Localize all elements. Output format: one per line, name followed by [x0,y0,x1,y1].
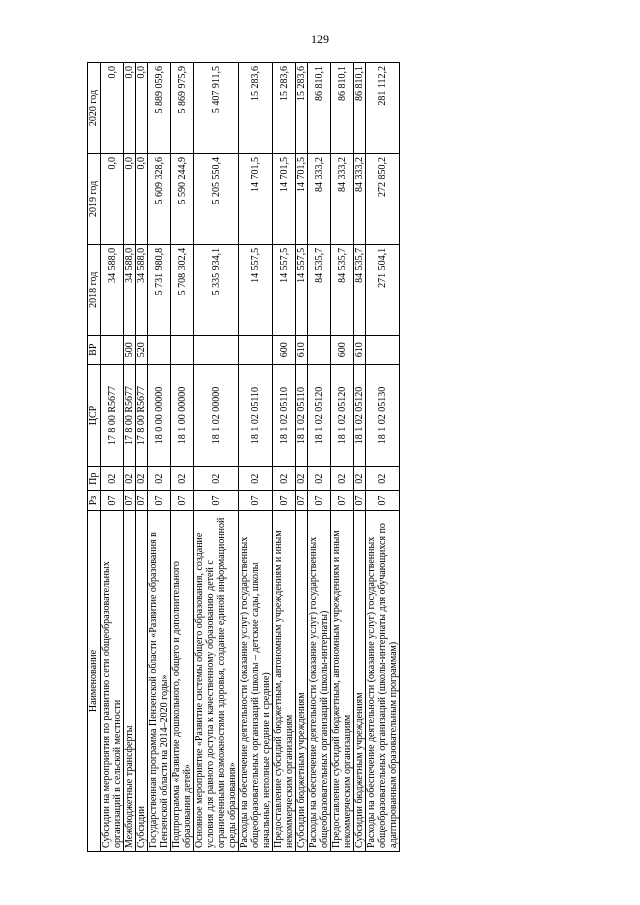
cell-2019: 84 333,2 [354,153,366,244]
table-row [136,63,148,852]
cell-2019: 272 850,2 [366,153,400,244]
cell-name: Расходы на обеспечение деятельности (оказание услуг) государственных общеобразовательных организаций (школы-интернаты) [308,510,331,851]
cell-name: Расходы на обеспечение деятельности (оказание услуг) государственных общеобразовательных организаций (школы – детские сады, школы начальные, неполные средние и средние) [239,510,273,851]
cell-2020: 5 869 975,9 [171,63,194,154]
cell-csr: 18 0 00 00000 [148,364,171,467]
cell-name: Субсидии на мероприятия по развитию сети общеобразовательных организаций в сельской местности [101,510,124,851]
cell-rz: 07 [124,491,136,511]
cell-csr: 18 1 02 05110 [273,364,296,467]
cell-csr: 17 8 00 R5677 [101,364,124,467]
cell-2020: 0,0 [124,63,136,154]
cell-rz: 07 [171,491,194,511]
cell-csr: 18 1 02 05130 [366,364,400,467]
cell-rz: 07 [296,491,308,511]
cell-name: Подпрограмма «Развитие дошкольного, общего и дополнительного образования детей» [171,510,194,851]
cell-pr: 02 [194,467,239,491]
cell-2018: 84 535,7 [331,244,354,335]
cell-2020: 15 283,6 [296,63,308,154]
cell-name: Основное мероприятие «Развитие системы общего образования, создание условия для равного доступа к качественному образованию детей с ограниченными возможностями здоровья, создание единой информационной среды образования» [194,510,239,851]
cell-vr [366,335,400,364]
cell-name: Субсидии [136,510,148,851]
header-2019: 2019 год [88,153,101,244]
cell-csr: 18 1 00 00000 [171,364,194,467]
cell-pr: 02 [331,467,354,491]
cell-2018: 14 557,5 [296,244,308,335]
cell-rz: 07 [354,491,366,511]
header-2018: 2018 год [88,244,101,335]
cell-pr: 02 [273,467,296,491]
cell-2019: 14 701,5 [296,153,308,244]
cell-pr: 02 [296,467,308,491]
table-row [148,63,171,852]
cell-2019: 0,0 [124,153,136,244]
cell-2018: 5 335 934,1 [194,244,239,335]
cell-name: Государственная программа Пензенской области «Развитие образования в Пензенской области на 2014–2020 годы» [148,510,171,851]
cell-2020: 0,0 [136,63,148,154]
cell-pr: 02 [101,467,124,491]
cell-2019: 5 205 550,4 [194,153,239,244]
table-row [124,63,136,852]
cell-2020: 86 810,1 [354,63,366,154]
cell-2019: 14 701,5 [239,153,273,244]
cell-2020: 5 407 911,5 [194,63,239,154]
cell-vr: 600 [273,335,296,364]
cell-csr: 18 1 02 05110 [296,364,308,467]
cell-2018: 14 557,5 [239,244,273,335]
cell-pr: 02 [239,467,273,491]
cell-vr: 500 [124,335,136,364]
cell-vr [171,335,194,364]
budget-table [87,62,400,852]
table-row [296,63,308,852]
cell-vr: 610 [354,335,366,364]
budget-table-rotated [87,62,527,852]
cell-name: Предоставление субсидий бюджетным, автономным учреждениям и иным некоммерческим организациям [331,510,354,851]
cell-2020: 15 283,6 [273,63,296,154]
header-2020: 2020 год [88,63,101,154]
cell-2020: 281 112,2 [366,63,400,154]
cell-2018: 34 588,0 [101,244,124,335]
cell-pr: 02 [308,467,331,491]
cell-2019: 5 590 244,9 [171,153,194,244]
table-row [354,63,366,852]
header-vr: ВР [88,335,101,364]
cell-vr [239,335,273,364]
table-row [171,63,194,852]
table-row [366,63,400,852]
cell-name: Межбюджетные трансферты [124,510,136,851]
cell-name: Расходы на обеспечение деятельности (оказание услуг) государственных общеобразовательных организаций (школы-интернаты для обучающихся по адаптированным образовательным программам) [366,510,400,851]
cell-rz: 07 [331,491,354,511]
cell-vr: 520 [136,335,148,364]
cell-rz: 07 [366,491,400,511]
cell-rz: 07 [136,491,148,511]
cell-pr: 02 [366,467,400,491]
cell-2019: 84 333,2 [308,153,331,244]
cell-csr: 18 1 02 00000 [194,364,239,467]
cell-name: Предоставление субсидий бюджетным, автономным учреждениям и иным некоммерческим организациям [273,510,296,851]
cell-vr [308,335,331,364]
cell-2019: 84 333,2 [331,153,354,244]
cell-rz: 07 [308,491,331,511]
cell-2020: 0,0 [101,63,124,154]
cell-csr: 17 8 00 R5677 [124,364,136,467]
cell-2018: 271 504,1 [366,244,400,335]
table-row [308,63,331,852]
table-header-row [88,63,101,852]
page-number: 129 [311,32,329,46]
cell-2018: 5 708 302,4 [171,244,194,335]
cell-2020: 86 810,1 [308,63,331,154]
cell-rz: 07 [194,491,239,511]
cell-vr [194,335,239,364]
cell-rz: 07 [148,491,171,511]
cell-pr: 02 [354,467,366,491]
cell-2019: 14 701,5 [273,153,296,244]
cell-pr: 02 [136,467,148,491]
cell-csr: 18 1 02 05120 [308,364,331,467]
cell-pr: 02 [171,467,194,491]
header-rz: Рз [88,491,101,511]
cell-2018: 5 731 980,8 [148,244,171,335]
cell-vr [148,335,171,364]
cell-csr: 18 1 02 05120 [354,364,366,467]
cell-2018: 14 557,5 [273,244,296,335]
table-row [194,63,239,852]
cell-rz: 07 [239,491,273,511]
table-row [331,63,354,852]
cell-rz: 07 [101,491,124,511]
cell-vr: 600 [331,335,354,364]
cell-2018: 84 535,7 [308,244,331,335]
table-row [273,63,296,852]
cell-vr: 610 [296,335,308,364]
cell-2020: 86 810,1 [331,63,354,154]
cell-2019: 0,0 [136,153,148,244]
cell-2020: 15 283,6 [239,63,273,154]
cell-vr [101,335,124,364]
cell-csr: 17 8 00 R5677 [136,364,148,467]
header-name: Наименование [88,510,101,851]
cell-csr: 18 1 02 05110 [239,364,273,467]
header-pr: Пр [88,467,101,491]
cell-2018: 34 588,0 [124,244,136,335]
cell-pr: 02 [148,467,171,491]
header-csr: ЦСР [88,364,101,467]
cell-2018: 34 588,0 [136,244,148,335]
cell-pr: 02 [124,467,136,491]
cell-name: Субсидии бюджетным учреждениям [296,510,308,851]
table-row [239,63,273,852]
cell-2020: 5 889 059,6 [148,63,171,154]
cell-2019: 5 609 328,6 [148,153,171,244]
cell-name: Субсидии бюджетным учреждениям [354,510,366,851]
cell-rz: 07 [273,491,296,511]
cell-2019: 0,0 [101,153,124,244]
table-row [101,63,124,852]
cell-2018: 84 535,7 [354,244,366,335]
cell-csr: 18 1 02 05120 [331,364,354,467]
